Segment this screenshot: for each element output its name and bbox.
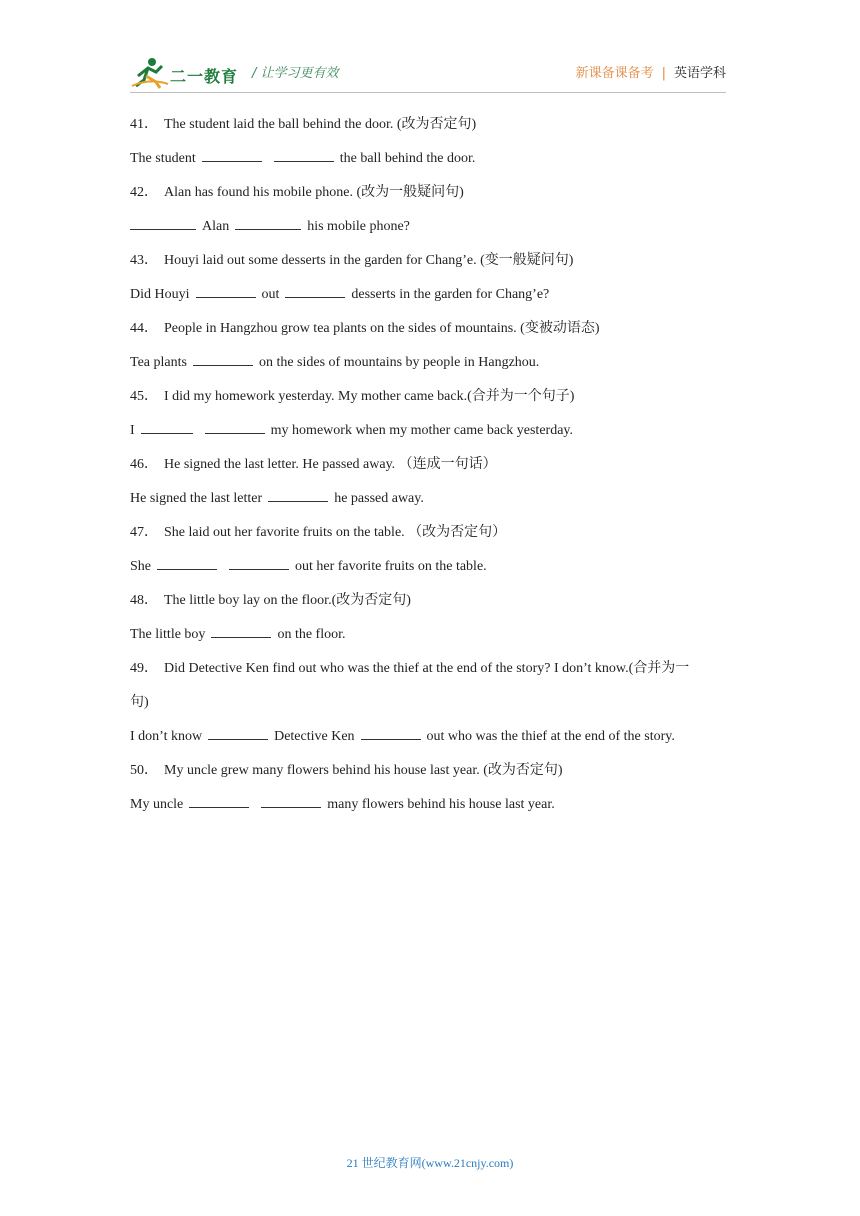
answer-text: Tea plants bbox=[130, 355, 187, 370]
question-prompt: I did my homework yesterday. My mother came back.(合并为一个句子) bbox=[164, 389, 575, 404]
answer-text: on the sides of mountains by people in Hangzhou. bbox=[258, 355, 540, 370]
question-prompt: The little boy lay on the floor.(改为否定句) bbox=[164, 593, 411, 608]
slogan: / 让学习更有效 bbox=[252, 66, 339, 81]
answer-blank[interactable] bbox=[141, 419, 193, 434]
answer-43 bbox=[130, 278, 730, 312]
question-41 bbox=[130, 108, 730, 142]
answer-blank[interactable] bbox=[193, 351, 253, 366]
answer-text: I bbox=[130, 423, 135, 438]
answer-text: I don’t know bbox=[130, 729, 203, 744]
answer-blank[interactable] bbox=[361, 725, 421, 740]
answer-text: out who was the thief at the end of the story. bbox=[426, 729, 675, 744]
question-50 bbox=[130, 754, 730, 788]
question-prompt: People in Hangzhou grow tea plants on the sides of mountains. (变被动语态) bbox=[164, 321, 600, 336]
answer-text: the ball behind the door. bbox=[339, 151, 476, 166]
answer-blank[interactable] bbox=[235, 215, 301, 230]
answer-blank[interactable] bbox=[205, 419, 265, 434]
question-prompt: The student laid the ball behind the door. (改为否定句) bbox=[164, 117, 477, 132]
page-footer: 21 世纪教育网(www.21cnjy.com) bbox=[346, 1156, 514, 1170]
question-number: 49． bbox=[130, 661, 158, 676]
question-48 bbox=[130, 584, 730, 618]
answer-blank[interactable] bbox=[211, 623, 271, 638]
answer-blank[interactable] bbox=[208, 725, 268, 740]
course-label: 新课备课备考 bbox=[575, 66, 654, 81]
logo bbox=[130, 56, 238, 90]
answer-blank[interactable] bbox=[261, 793, 321, 808]
answer-blank[interactable] bbox=[229, 555, 289, 570]
question-49-continued bbox=[130, 686, 730, 720]
question-47 bbox=[130, 516, 730, 550]
question-prompt: Houyi laid out some desserts in the garden for Chang’e. (变一般疑问句) bbox=[164, 253, 574, 268]
question-44 bbox=[130, 312, 730, 346]
answer-44 bbox=[130, 346, 730, 380]
answer-text: The student bbox=[130, 151, 196, 166]
answer-47 bbox=[130, 550, 730, 584]
answer-text: She bbox=[130, 559, 151, 574]
question-46 bbox=[130, 448, 730, 482]
runner-logo-icon bbox=[130, 56, 170, 90]
answer-text: many flowers behind his house last year. bbox=[327, 797, 555, 812]
answer-blank[interactable] bbox=[196, 283, 256, 298]
question-number: 41． bbox=[130, 117, 158, 132]
question-prompt: She laid out her favorite fruits on the table. （改为否定句） bbox=[164, 525, 507, 540]
question-number: 42． bbox=[130, 185, 158, 200]
answer-50 bbox=[130, 788, 730, 822]
header-separator: | bbox=[661, 66, 666, 81]
question-number: 46． bbox=[130, 457, 158, 472]
answer-blank[interactable] bbox=[268, 487, 328, 502]
question-number: 48． bbox=[130, 593, 158, 608]
question-prompt: My uncle grew many flowers behind his house last year. (改为否定句) bbox=[164, 763, 563, 778]
question-number: 50． bbox=[130, 763, 158, 778]
answer-blank[interactable] bbox=[202, 147, 262, 162]
question-prompt: Alan has found his mobile phone. (改为一般疑问句) bbox=[164, 185, 464, 200]
answer-text: Did Houyi bbox=[130, 287, 190, 302]
question-number: 43． bbox=[130, 253, 158, 268]
answer-text: he passed away. bbox=[334, 491, 424, 506]
question-number: 47． bbox=[130, 525, 158, 540]
subject-label: 英语学科 bbox=[673, 66, 726, 81]
answer-41 bbox=[130, 142, 730, 176]
answer-text: My uncle bbox=[130, 797, 184, 812]
answer-text: my homework when my mother came back yesterday. bbox=[270, 423, 573, 438]
question-prompt-continued: 句) bbox=[130, 695, 149, 710]
question-number: 44． bbox=[130, 321, 158, 336]
page-header bbox=[130, 56, 726, 92]
question-45 bbox=[130, 380, 730, 414]
answer-45 bbox=[130, 414, 730, 448]
question-prompt: Did Detective Ken find out who was the thief at the end of the story? I don’t know.(合并为一 bbox=[164, 661, 690, 676]
question-49 bbox=[130, 652, 730, 686]
answer-text: He signed the last letter bbox=[130, 491, 263, 506]
header-rule bbox=[130, 92, 726, 93]
answer-49 bbox=[130, 720, 730, 754]
answer-text: Detective Ken bbox=[274, 729, 355, 744]
logo-text: 二一教育 bbox=[170, 67, 239, 86]
answer-blank[interactable] bbox=[285, 283, 345, 298]
answer-blank[interactable] bbox=[157, 555, 217, 570]
question-43 bbox=[130, 244, 730, 278]
question-42 bbox=[130, 176, 730, 210]
answer-text: out bbox=[261, 287, 280, 302]
answer-blank[interactable] bbox=[130, 215, 196, 230]
exercise-list bbox=[130, 108, 730, 822]
answer-text: The little boy bbox=[130, 627, 206, 642]
answer-text: his mobile phone? bbox=[307, 219, 410, 234]
header-right bbox=[576, 62, 726, 81]
answer-text: out her favorite fruits on the table. bbox=[295, 559, 487, 574]
question-prompt: He signed the last letter. He passed away. （连成一句话） bbox=[164, 457, 497, 472]
answer-text: Alan bbox=[202, 219, 230, 234]
answer-46 bbox=[130, 482, 730, 516]
answer-blank[interactable] bbox=[189, 793, 249, 808]
answer-42 bbox=[130, 210, 730, 244]
answer-blank[interactable] bbox=[274, 147, 334, 162]
answer-text: on the floor. bbox=[277, 627, 346, 642]
answer-48 bbox=[130, 618, 730, 652]
question-number: 45． bbox=[130, 389, 158, 404]
answer-text: desserts in the garden for Chang’e? bbox=[351, 287, 550, 302]
